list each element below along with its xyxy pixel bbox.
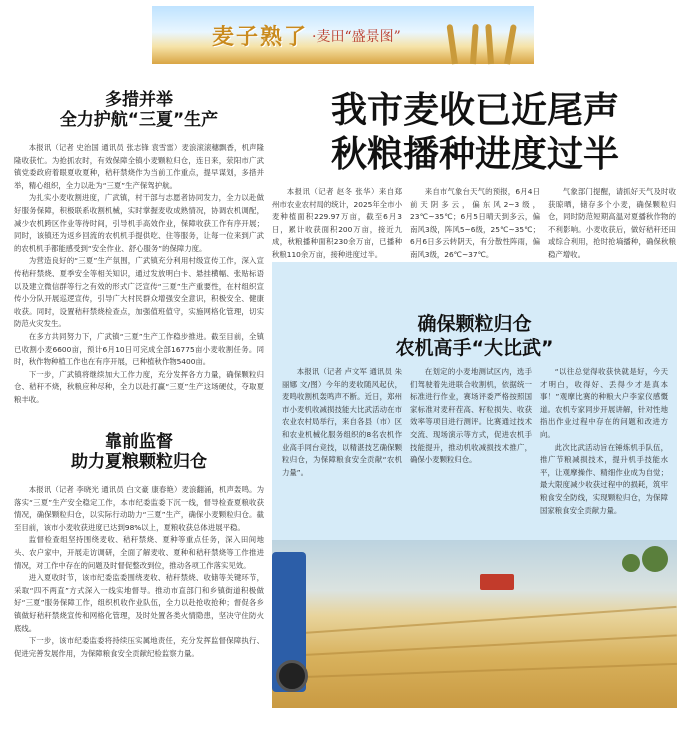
main-headline [280, 88, 670, 176]
field-row [272, 634, 677, 657]
combine-harvester [480, 574, 514, 590]
paragraph: 在划定的小麦地测试区内，选手们驾驶着先进联合收割机，依据统一标准进行作业，赛场评委严格按照国家标准对麦秆茬高、籽粒损失、收获效率等项目进行测评。比赛通过技术交流、现场演示等方式，促进农机手技能提升，推动机收减损技术推广，确保小麦颗粒归仓。 [410, 367, 532, 465]
left-top-headline [14, 90, 264, 131]
paragraph: 本报讯（记者 赵冬 张华）来自郑州市农业农村局的统计，2025年全市小麦种植面积229.97万亩，截至6月3日，累计收获面积200万亩，接近九成，秋粮播种面积230余万亩，已播种秋粮110余万亩，接种进度过半。 [272, 187, 402, 259]
wheat-decoration [504, 24, 517, 64]
left-bottom-headline [14, 432, 264, 473]
box-article-column-1 [282, 366, 402, 530]
headline-line: 确保颗粒归仓 [417, 313, 532, 335]
field-row [272, 606, 676, 636]
field-row [272, 663, 677, 679]
headline-line: 多措并举 [105, 90, 173, 110]
box-article-column-3 [540, 366, 668, 530]
tree [622, 554, 640, 572]
paragraph: 为扎实小麦收割进度，广武镇，村干部与志愿者协同发力，全力以赴做好服务保障，积极联系收割机械，实时掌握麦收成熟情况，协调农机调配，减少农机跨区作业等待时间，引导机手高效作业，保障收获工作有序开展；同时，该镇还为返乡回流的农机机手提供吃、住等服务，让每一位来到广武的农机机手都能感受到“安全作业、舒心服务”的保障力度。 [14, 193, 264, 253]
paragraph: 监督检查组坚持围绕麦收、秸秆禁烧、夏种等重点任务，深入田间地头、农户家中，开展走访调研，全面了解麦收、夏种和秸秆禁烧等工作推进情况，对工作中存在的问题及时督促整改到位，推动各项工作落实见效。 [14, 535, 264, 570]
headline-line: 我市麦收已近尾声 [330, 89, 619, 131]
wheat-decoration [485, 24, 494, 64]
paragraph: 来自市气象台天气的预报，6月4日前天阴多云，偏东风2~3级，23℃~35℃；6月5日晴天到多云，偏南风3级，阵风5~6级，25℃~35℃；6月6日多云转阴天，有分散性阵雨，偏南风3级，26℃~37℃。 [410, 187, 540, 259]
banner-subtitle: ·麦田“盛景图” [312, 29, 401, 45]
wheat-harvest-photo [272, 540, 677, 708]
wheat-decoration [446, 24, 458, 64]
wheat-decoration [470, 24, 479, 64]
paragraph: 此次比武活动旨在锤炼机手队伍，推广节粮减损技术，提升机手技能水平，让观摩操作、精细作业成为自觉；最大限度减少收获过程中的损耗，筑牢粮食安全防线，实现颗粒归仓，为保障国家粮食安全贡献力量。 [540, 442, 668, 515]
main-article-column-3 [548, 186, 676, 258]
tractor [272, 552, 306, 692]
paragraph: 本报讯（记者 李晓光 通讯员 白文豪 康春艳）麦浪翻涌，机声轰鸣。为落实“三夏”生产安全稳定工作，本市纪委监委下沉一线，督导检查夏粮收获情况，确保颗粒归仓，以实际行动助力“三夏”生产，确保小麦颗粒归仓。截至目前，该市小麦收获进度已达到98%以上，夏粮收获总体进展平稳。 [14, 485, 264, 532]
paragraph: 本报讯（记者 史治国 通讯员 张志锋 袁雪雷）麦浪滚滚穗飘香，机声隆隆收获忙。为抢抓农时，有效保障全镇小麦颗粒归仓，连日来，荥阳市广武镇党委政府着眼夏收夏种，秸秆禁烧作为当前工作重点，提早谋划，多措并举，精心组织，全力以赴为“三夏”生产保驾护航。 [14, 143, 264, 190]
masthead-banner [152, 6, 534, 64]
paragraph: 在多方共同努力下，广武镇“三夏”生产工作稳步推进。截至目前，全镇已收割小麦6600亩，预计6月10日可完成全部16775亩小麦收割任务。同时，秋作物种植工作也在有序开展，已种植秋作物5400亩。 [14, 331, 264, 367]
headline-line: 农机高手“大比武” [395, 337, 554, 359]
left-top-article-body [14, 142, 264, 404]
headline-line: 助力夏粮颗粒归仓 [71, 452, 207, 473]
headline-line: 全力护航“三夏”生产 [59, 110, 219, 131]
paragraph: “以往总觉得收获快就是好，今天才明白，收得好、丢得少才是真本事！”观摩比赛的种粮大户李家仪感慨道。农机专家同步开展讲解，针对性地指出作业过程中存在的问题和改进方向。 [540, 367, 668, 439]
banner-title: 麦子熟了 [212, 24, 309, 50]
paragraph: 本报讯（记者 卢文军 通讯员 朱丽娜 文/图）今年的麦收随风起伏，麦鸣收割机轰鸣声不断。近日，郑州市小麦机收减损技能大比武活动在市农业农村局举行，来自各县（市）区和农业机械化服务组织的8名农机作业高手同台竞技，以精湛技艺确保颗粒归仓，为保障粮食安全贡献“农机力量”。 [282, 367, 402, 477]
main-article-column-2 [410, 186, 540, 258]
headline-line: 靠前监督 [105, 432, 173, 452]
main-article-column-1 [272, 186, 402, 258]
paragraph: 进入夏收时节，该市纪委监委围绕麦收、秸秆禁烧、收储等关键环节，采取“四不两直”方式深入一线实地督导。推动市直部门和乡镇街道积极做好“三夏”服务保障工作，组织机收作业队伍，全力以赴抢收抢种；督促各乡镇做好秸秆禁烧宣传和网格化管理，及时处置各类火情隐患，坚决守住防火底线。 [14, 573, 264, 633]
paragraph: 为营造良好的“三夏”生产氛围，广武镇充分利用村级宣传工作，深入宣传秸秆禁烧、夏季安全等相关知识，通过发放明白卡、悬挂横幅、张贴标语以及建立微信群等行之有效的形式广泛宣传“三夏”生产重要性，在村组织宣传小分队开展巡逻宣传，引导广大村民群众增强安全意识，积极安全、健康收获。同时，设置秸秆禁烧检查点，加强值班值守，实施网格化管理，切实防范火灾发生。 [14, 256, 264, 329]
paragraph: 气象部门提醒，请抓好天气及时收获晾晒，储存多个小麦，确保颗粒归仓，同时防范短期高温对夏播秋作物的不利影响。小麦收获后，做好秸秆还田或综合利用，抢时抢墒播种，确保秋粮稳产增收。 [548, 187, 676, 259]
box-headline [272, 312, 677, 360]
box-article-column-2 [410, 366, 532, 530]
left-bottom-article-body [14, 484, 264, 712]
tree [642, 546, 668, 572]
paragraph: 下一步，广武镇将继续加大工作力度，充分发挥各方力量，确保颗粒归仓、秸秆不烧，秋粮应种尽种，全力以赴打赢“三夏”生产这场硬仗，夺取夏粮丰收。 [14, 369, 264, 404]
tractor-wheel [276, 660, 308, 692]
headline-line: 秋粮播种进度过半 [330, 133, 619, 175]
paragraph: 下一步，该市纪委监委将持续压实属地责任，充分发挥监督保障执行、促进完善发展作用，为保障粮食安全贡献纪检监察力量。 [14, 636, 264, 658]
